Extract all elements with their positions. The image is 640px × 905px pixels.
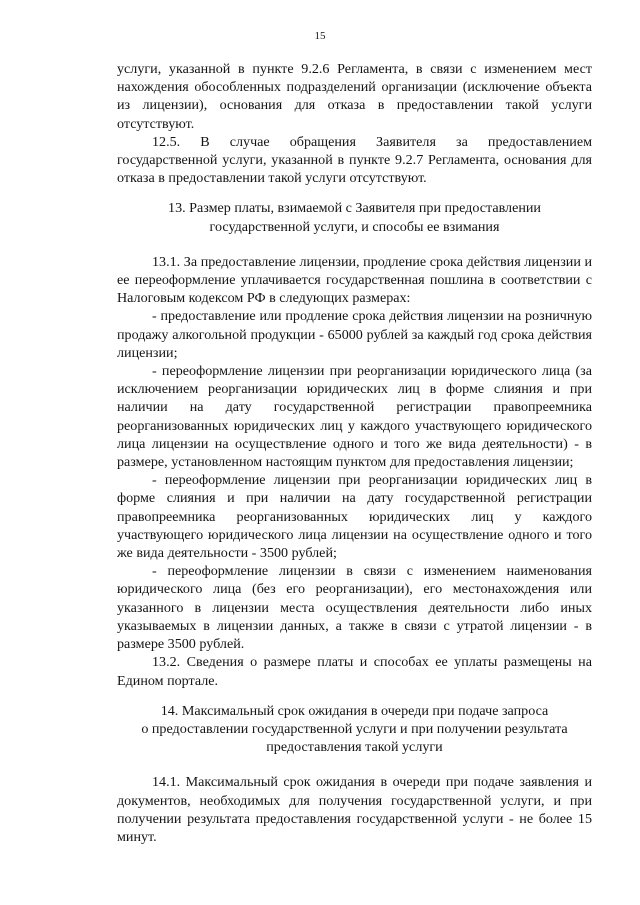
section-13-heading bbox=[117, 199, 592, 235]
paragraph-13-1-item-a: - предоставление или продление срока действия лицензии на розничную продажу алкогольной продукции - 65000 рублей за каждый год срока действия лицензии; bbox=[117, 308, 592, 361]
page-number: 15 bbox=[314, 30, 326, 42]
paragraph-13-1-item-b: - переоформление лицензии при реорганизации юридического лица (за исключением реорганизации юридических лиц в форме слияния и при наличии на дату государственной регистрации правопреемника реорганизованных юридических лиц у каждого участвующего юридического лица лицензии на осуществление одного и того же вида деятельности) - в размере, установленном настоящим пунктом для предоставления лицензии; bbox=[117, 363, 592, 471]
paragraph-14-1: 14.1. Максимальный срок ожидания в очереди при подаче заявления и документов, необходимых для получения государственной услуги, и при получении результата предоставления государственной услуги - не более 15 минут. bbox=[117, 774, 592, 845]
paragraph-continuation: услуги, указанной в пункте 9.2.6 Регламента, в связи с изменением мест нахождения обособленных подразделений организации (исключение объекта из лицензии), основания для отказа в предоставлении такой услуги отсутствуют. bbox=[117, 61, 592, 132]
paragraph-13-2: 13.2. Сведения о размере платы и способах ее уплаты размещены на Едином портале. bbox=[117, 654, 592, 689]
section-13-heading-line-1: 13. Размер платы, взимаемой с Заявителя при предоставлении bbox=[168, 200, 541, 217]
section-14-heading-line-1: 14. Максимальный срок ожидания в очереди при подаче запроса bbox=[160, 702, 549, 719]
section-14-heading-line-3: предоставления такой услуги bbox=[266, 739, 443, 756]
section-14-heading-line-2: о предоставлении государственной услуги и при получении результата bbox=[141, 720, 568, 737]
paragraph-13-1-item-c: - переоформление лицензии при реорганизации юридических лиц в форме слияния и при наличии на дату государственной регистрации правопреемника реорганизованных юридических лиц у каждого участвующего юридического лица лицензии на осуществление одного и того же вида деятельности - 3500 рублей; bbox=[117, 472, 592, 562]
paragraph-13-1: 13.1. За предоставление лицензии, продление срока действия лицензии и ее переоформление уплачивается государственная пошлина в соответствии с Налоговым кодексом РФ в следующих размерах: bbox=[117, 253, 592, 307]
paragraph-13-1-item-d: - переоформление лицензии в связи с изменением наименования юридического лица (без его реорганизации), его местонахождения или указанного в лицензии места осуществления деятельности либо иных указываемых в лицензии данных, а также в связи с утратой лицензии - в размере 3500 рублей. bbox=[117, 563, 592, 653]
paragraph-12-5: 12.5. В случае обращения Заявителя за предоставлением государственной услуги, указанной в пункте 9.2.7 Регламента, основания для отказа в предоставлении такой услуги отсутствуют. bbox=[117, 133, 592, 187]
section-13-heading-line-2: государственной услуги, и способы ее взимания bbox=[209, 218, 500, 235]
section-14-heading bbox=[117, 702, 592, 757]
document-body bbox=[117, 60, 592, 846]
